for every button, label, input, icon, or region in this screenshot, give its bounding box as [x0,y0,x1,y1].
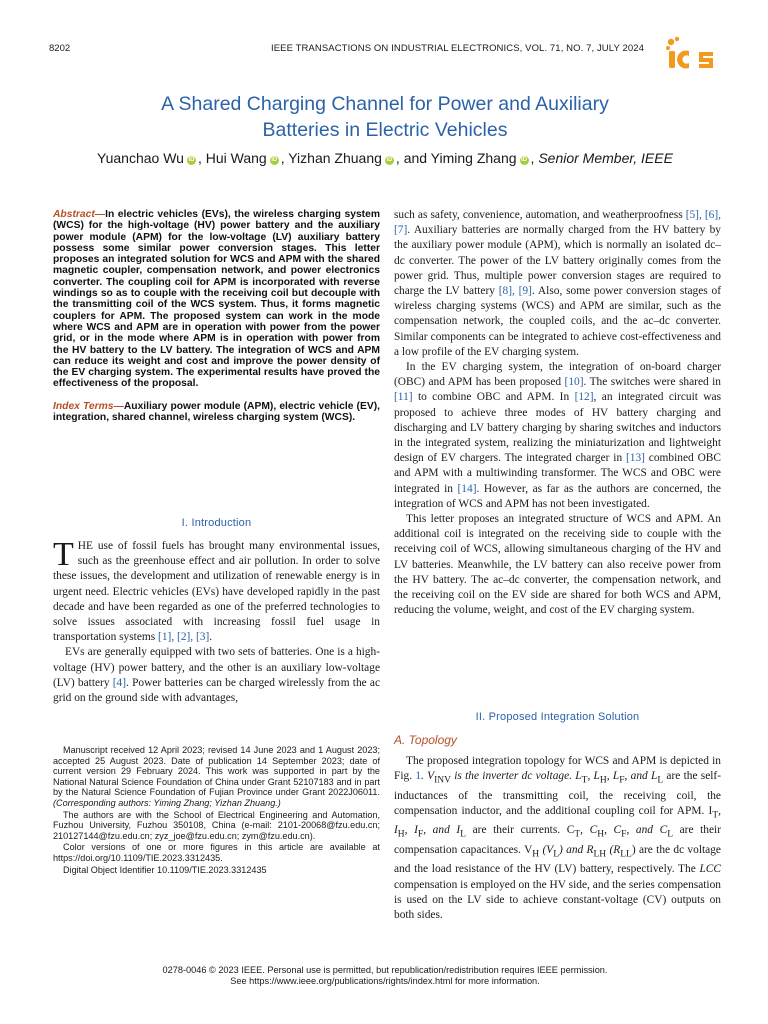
footnote-doi: Digital Object Identifier 10.1109/TIE.2023.3312435 [63,864,267,875]
title-line-1: A Shared Charging Channel for Power and Auxiliary [161,93,609,115]
citation-link[interactable]: [11] [394,391,413,404]
author-name: Yuanchao Wu [97,150,184,166]
author-name: Hui Wang [205,150,267,166]
author-list: Yuanchao Wu iD , Hui Wang iD , Yizhan Zhuang iD , and Yiming Zhang iD , Senior Member, IEEE [97,150,673,166]
abstract-text: In electric vehicles (EVs), the wireless charging system (WCS) for the high-voltage (HV) power battery and the auxiliary power module (APM) for the low-voltage (LV) auxiliary battery possess some similar power conversion stages. This letter proposes an integrated solution for WCS and APM with the shared magnetic coupler, compensation network, and power electronics converter. The coupling coil for APM is incorporated with reverse windings so as to couple with the receiving coil but decouple with the transmitting coil of the WCS system. Thus, it forms magnetic couplers for APM. The proposed system can work in the mode where WCS and APM are in operation with power from the power grid, or in the mode where APM is in operation with power from the HV battery to the LV battery. The integration of WCS and APM can reduce its weight and cost and improve the power density of the EV charging system. The experimental results have proved the effectiveness of the proposal. [53,209,380,390]
citation-link[interactable]: [4] [112,676,127,689]
footnote-manuscript: Manuscript received 12 April 2023; revised 14 June 2023 and 1 August 2023; accepted 25 August 2023. Date of publication 14 September 2023; date of current version 29 February 2024. This work was supported in part by the National Natural Science Foundation of China under Grant 52107183 and in part by the Natural Science Foundation of Fujian Province under Grant 2022J06011. (Corresponding authors: Yiming Zhang; Yizhan Zhuang.) [53,745,380,808]
paragraph: EVs are generally equipped with two sets of batteries. One is a high-voltage (HV) power battery, and the other is an auxiliary low-voltage (LV) battery [4]. Power batteries can be charged wirelessly from the ac grid on the ground side with advantages, [53,646,381,705]
section-heading-introduction: I. Introduction [181,517,252,529]
left-column [53,209,380,423]
page-number: 8202 [49,43,71,54]
figure-link[interactable]: 1 [415,770,422,783]
index-terms-text: Auxiliary power module (APM), electric vehicle (EV), integration, shared channel, wireless charging system (WCS). [53,400,381,424]
orcid-icon[interactable]: iD [188,157,195,163]
orcid-icon[interactable]: iD [521,157,528,163]
paragraph: THE use of fossil fuels has brought many environmental issues, such as the greenhouse effect and air pollution. In order to solve these issues, the development and utilization of renewable energy is in urgent need. Electric vehicles (EVs) have developed rapidly in the past decade and have been regarded as one of the preferred technologies to solve issues associated with increasing fossil fuel usage in transportation systems [1], [2], [3]. [53,536,380,644]
citation-link[interactable]: [13] [625,452,645,465]
drop-cap: T [53,536,74,573]
copyright-line-2: See https://www.ieee.org/publications/rights/index.html for more information. [230,976,540,986]
citation-link[interactable]: [12] [574,391,594,404]
title-line-2: Batteries in Electric Vehicles [262,119,508,141]
subsection-heading-topology: A. Topology [394,733,457,747]
introduction-body [53,536,381,706]
paragraph: In the EV charging system, the integration of on-board charger (OBC) and APM has been proposed [10]. The switches were shared in [11] to combine OBC and APM. In [12], an integrated circuit was proposed to achieve three modes of HV battery charging and discharging and LV battery charging by sharing switches and inductors in the integrated system, realizing the miniaturization and lightweight design of EV chargers. The integrated charger in [13] combined OBC and APM with a multiwinding transformer. The WCS and OBC were integrated in [14]. However, as far as the authors are concerned, the integration of WCS and APM has not been investigated. [394,361,722,510]
footnotes [53,745,380,876]
paragraph: The proposed integration topology for WCS and APM is depicted in Fig. 1. $V_{INV}$ is the inverter dc voltage. $L_T$, $L_H$, $L_F$, and $L_L$ are the self-inductances of the transmitting coil, the receiving coil, the compensation inductor, and the additional coupling coil for APM. $I_T$, $I_H$, $I_F$, and $I_L$ are their currents. $C_T$, $C_H$, $C_F$, and $C_L$ are their compensation capacitances. $V_H$ $(V_L)$ and $R_{LH}$ $(R_{LL})$ are the dc voltage and the load resistance of the HV (LV) battery, respectively. The LCC compensation is employed on the HV side, and the series compensation is used on the LV side to achieve constant-voltage (CV) outputs on both sides. [394,755,722,921]
paragraph: such as safety, convenience, automation, and weatherproofness [5], [6], [7]. Auxiliary batteries are normally charged from the HV battery by the auxiliary power module (APM), which is normally an isolated dc–dc converter. The power of the LV battery originally comes from the power grid. Thus, multiple power conversion stages are required to charge the LV battery [8], [9]. Also, some power conversion stages of wireless charging systems (WCS) and APM are similar, such as the compensation network, the coupled coils, and the ac–dc converter. Similar components can be integrated to achieve cost-effectiveness and a low profile of the EV charging system. [394,209,722,358]
logo-text: ies [665,36,667,37]
ies-logo [665,36,721,74]
abstract-label: Abstract— [53,209,106,220]
citation-link[interactable]: [5], [6], [7] [394,209,721,237]
footnote-affiliation: The authors are with the School of Electrical Engineering and Automation, Fuzhou University, Fuzhou 350108, China (e-mail: 2101-20068@fzu.edu.cn; 210127144@fzu.edu.cn; zyz_joe@fzu.edu.cn; zym@fzu.edu.cn). [53,809,380,841]
topology-body [394,754,721,923]
copyright-line-1: 0278-0046 © 2023 IEEE. Personal use is permitted, but republication/redistribution requires IEEE permission. [162,965,608,975]
orcid-icon[interactable]: iD [386,157,393,163]
citation-link[interactable]: [14] [457,482,477,495]
abstract [53,209,380,390]
author-name: and Yiming Zhang [403,150,517,166]
right-column [394,208,721,618]
orcid-icon[interactable]: iD [271,157,278,163]
section-heading-proposed-solution: II. Proposed Integration Solution [475,711,640,723]
citation-link[interactable]: [10] [564,376,584,389]
author-name: Yizhan Zhuang [288,150,382,166]
citation-link[interactable]: [8], [9] [498,285,532,298]
paragraph: This letter proposes an integrated structure of WCS and APM. An additional coil is integrated on the receiving side to couple with the receiving coil of WCS, allowing simultaneous charging of the HV and LV batteries. Meanwhile, the LV battery can also receive power from the HV battery. The ac–dc converter, the compensation network, and the receiving coil on the EV side are shared for both WCS and APM, reducing the volume, weight, and cost of the EV charging system. [394,513,721,617]
citation-link[interactable]: [1], [2], [3] [158,631,210,644]
footnote-color-versions: Color versions of one or more figures in this article are available at https://doi.org/10.1109/TIE.2023.3312435. [53,842,380,863]
running-head: IEEE TRANSACTIONS ON INDUSTRIAL ELECTRONICS, VOL. 71, NO. 7, JULY 2024 [270,43,644,54]
paper-title [90,91,680,143]
index-terms-label: Index Terms— [53,400,124,412]
copyright-notice [80,965,690,987]
index-terms [53,401,380,424]
author-role: Senior Member, IEEE [538,150,673,166]
